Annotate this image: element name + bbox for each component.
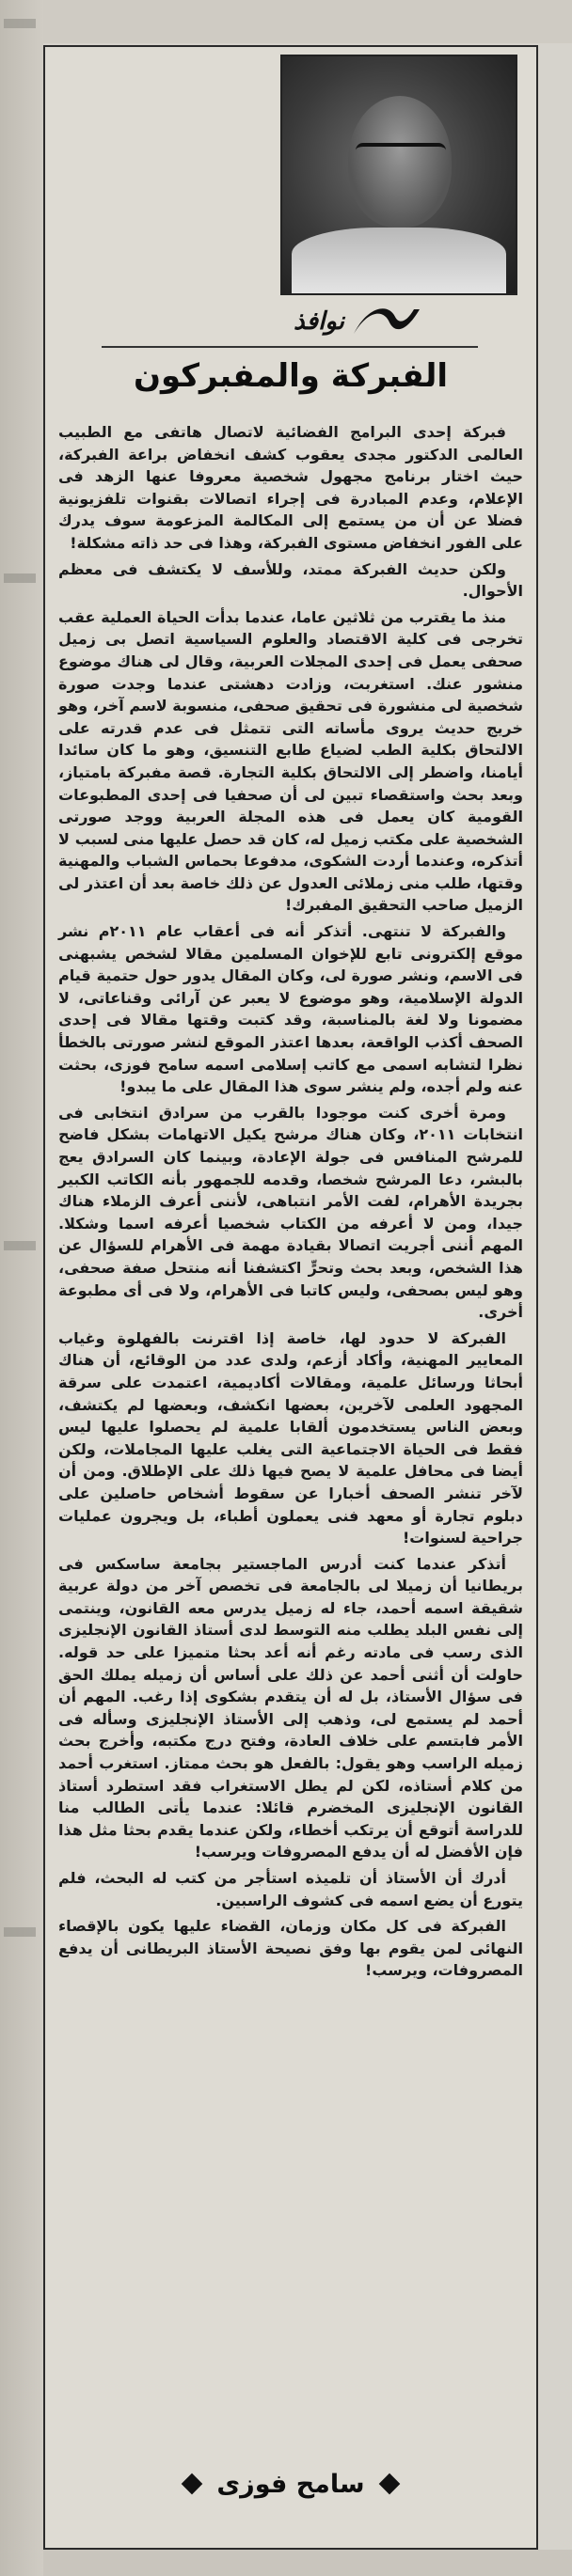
article-paragraph: والفبركة لا تنتهى. أتذكر أنه فى أعقاب عام ٢٠١١م نشر موقع إلكترونى تابع للإخوان المسلمين مقالا لشخص يشبهنى فى الاسم، ونشر صورة لى، وكان المقال يدور حول حتمية قيام الدولة الإسلامية، وهو موضوع لا يعبر عن آرائى وقناعاتى، لا مضمونا ولا لغة بالمناسبة، وقد كتبت وقتها مقالا فى إحدى الصحف أكذب الواقعة، بعدها اعتذر الموقع لنشر صورتى بالخطأ نظرا لتشابه اسمى مع كاتب إسلامى اسمه سامح فوزى، بحثت عنه ولم أجده، ولم ينشر سوى هذا المقال على ما يبدو! [58, 922, 523, 1096]
article-paragraph: الفبركة لا حدود لها، خاصة إذا اقترنت بالفهلوة وغياب المعايير المهنية، وأكاد أزعم، ولدى عدد من الوقائع، أن هناك أبحاثا ورسائل علمية، ومقالات أكاديمية، اعتمدت على سرقة المجهود العلمى لآخرين، بعضها انكشف، وبعضها لم يكتشف، وبعض الناس يستخدمون ألقابا علمية لم يحصلوا عليها ليس فقط فى الحياة الاجتماعية التى يغلب عليها المجاملات، ولكن أيضا فى محافل علمية لا يصح فيها ذلك على الإطلاق. ومن أن لآخر تنشر الصحف أخبارا عن سقوط أشخاص حاصلين على دبلوم تجارة أو معهد فنى يعملون أطباء، بل ويجرون عمليات جراحية لسنوات! [58, 1328, 523, 1547]
author-signature [45, 2465, 536, 2503]
diamond-icon [378, 2474, 400, 2495]
author-name: سامح فوزى [216, 2469, 365, 2499]
diamond-icon [182, 2474, 203, 2495]
article-paragraph: ومرة أخرى كنت موجودا بالقرب من سرادق انتخابى فى انتخابات ٢٠١١، وكان هناك مرشح يكيل الاتهامات بشكل فاضح للمرشح المنافس فى جولة الإعادة، وبينما كان السرادق يعج بالبشر، دعا المرشح شخصا، وقدمه للجمهور بأنه الكاتب الكبير بجريدة الأهرام، لفت الأمر انتباهى، لأننى أعرف الزملاء هناك جيدا، ومن لا أعرفه من الكتاب شخصيا أعرفه اسما وشكلا. المهم أننى أجريت اتصالا بقيادة مهمة فى الأهرام للسؤال عن هذا الشخص، وبعد بحث وتحرٍّ اكتشفنا أنه منتحل صفة صحفى، وهو ليس بصحفى، وليس كاتبا فى الأهرام، ولا فى أى مطبوعة أخرى. [58, 1103, 523, 1322]
article-column-frame [43, 45, 538, 2550]
article-paragraph: أدرك أن الأستاذ أن تلميذه استأجر من كتب له البحث، فلم يتورع أن يضع اسمه فى كشوف الراسبين. [58, 1869, 523, 1909]
article-paragraph: الفبركة فى كل مكان وزمان، القضاء عليها يكون بالإقصاء النهائى لمن يقوم بها وفق نصيحة الأستاذ البريطانى أن يدفع المصروفات، ويرسب! [58, 1917, 523, 1980]
article-paragraph: أتذكر عندما كنت أدرس الماجستير بجامعة ساسكس فى بريطانيا أن زميلا لى بالجامعة فى تخصص آخر من دولة عربية شقيقة اسمه أحمد، جاء له زميل يدرس معه القانون، وينتمى إلى نفس البلد يطلب منه التوسط لدى أستاذ القانون الإنجليزى الذى رسب فى مادته رغم أنه أعد بحثا متميزا على حد قوله. حاولت أن أثنى أحمد عن ذلك على أساس أن زميله يملك الحق فى سؤال الأستاذ، بل له أن يتقدم بشكوى إذا رغب. المهم أن أحمد لم يستمع لى، وذهب إلى الأستاذ الإنجليزى وسأله فى الأمر فابتسم على خلاف العادة، وفتح درج مكتبه، وأخرج بحث زميله الراسب وهو يقول: بالفعل هو بحث ممتاز. استغرب أحمد من كلام أستاذه، لكن لم يطل الاستغراب فقد استطرد أستاذ القانون الإنجليزى المخضرم قائلا: عندما يأتى الطالب منا للدراسة أتوقع أن يرتكب أخطاء، ولكن عندما يقدم بحثا مثل هذا فإن الأفضل له أن يدفع المصروفات ويرسب! [58, 1554, 523, 1861]
column-logo [186, 301, 421, 342]
author-photo [280, 55, 517, 295]
bottom-margin-strip [43, 2550, 572, 2576]
adjacent-column-edge [0, 0, 43, 2576]
article-paragraph: ولكن حديث الفبركة ممتد، وللأسف لا يكتشف فى معظم الأحوال. [58, 559, 523, 601]
swoosh-logo-icon [352, 306, 421, 338]
article-paragraph: فبركة إحدى البرامج الفضائية لاتصال هاتفى مع الطبيب العالمى الدكتور مجدى يعقوب كشف انخفاض براعة الفبركة، حيث اختار برنامج مجهول شخصية معروفا عنها الزهد فى الإعلام، وعدم المبادرة فى إجراء اتصالات بقنوات تلفزيونية فضلا عن أن من يستمع إلى المكالمة المزعومة سوف يدرك على الفور انخفاض مستوى الفبركة، وهذا فى حد ذاته مشكلة! [58, 423, 523, 552]
article-paragraph: منذ ما يقترب من ثلاثين عاما، عندما بدأت الحياة العملية عقب تخرجى فى كلية الاقتصاد والعلوم السياسية اتصل بى زميل صحفى يعمل فى إحدى المجلات العربية، وقال لى هناك موضوع منشور عنك. استغربت، وزادت دهشتى عندما وجدت صورة شخصية لى منشورة فى تحقيق صحفى، منسوبة لاسم آخر، وهو خريج حديث يروى مأساته التى تتمثل فى عدم قدرته على الالتحاق بكلية الطب لضياع طابع التنسيق، وهو ما كان سائدا أيامنا، واضطر إلى الالتحاق بكلية التجارة. قصة مفبركة بامتياز، وبعد بحث واستقصاء تبين لى أن صحفيا فى إحدى المطبوعات القومية كان يعمل فى هذه المجلة العربية ووجد صورتى الشخصية على مكتب زميل له، كان قد حصل عليها منى لسبب لا أتذكره، وعندما أردت الشكوى، مدفوعا بحماس الشباب والمهنية وقتها، طلب منى زملائى العدول عن ذلك خاصة بعد أن اعتذر لى الزميل صاحب التحقيق المفبرك! [58, 607, 523, 915]
top-margin-strip [43, 0, 572, 43]
column-name: نوافذ [294, 307, 344, 336]
logo-divider [102, 346, 478, 348]
article-headline: الفبركة والمفبركون [133, 357, 449, 395]
article-body [58, 421, 523, 2442]
